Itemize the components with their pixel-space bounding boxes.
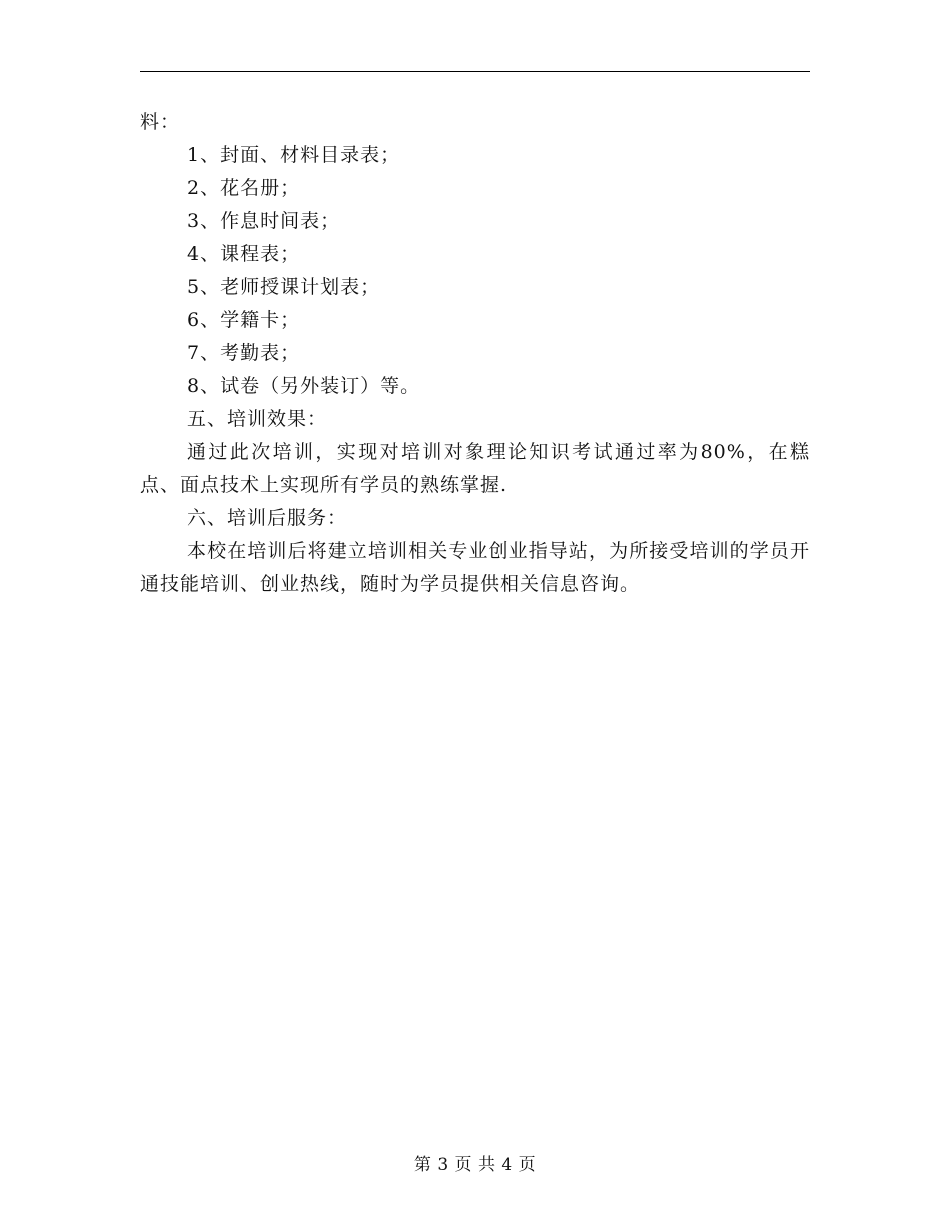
page-label-suffix: 页 [518,1155,537,1175]
paragraph-training-effect: 通过此次培训，实现对培训对象理论知识考试通过率为80%，在糕点、面点技术上实现所有学员的熟练掌握. [140,441,810,496]
page-label-prefix: 第 [413,1155,432,1175]
header-rule [140,71,810,72]
section-heading-training-effect: 五、培训效果： [187,408,328,430]
page-footer [0,1150,950,1180]
continuation-line: 料： [140,111,181,133]
list-item: 2、花名册； [187,177,301,199]
list-item: 6、学籍卡； [187,309,301,331]
list-item: 5、老师授课计划表； [187,276,381,298]
section-heading-post-training-service: 六、培训后服务： [187,507,348,529]
list-item: 1、封面、材料目录表； [187,144,401,166]
page-label-mid: 页 共 [454,1155,496,1175]
list-item: 8、试卷（另外装订）等。 [187,375,421,397]
document-body [140,106,810,601]
list-item: 3、作息时间表； [187,210,341,232]
current-page-number: 3 [437,1155,449,1175]
list-item: 4、课程表； [187,243,301,265]
list-item: 7、考勤表； [187,342,301,364]
total-pages-number: 4 [501,1155,513,1175]
paragraph-post-training-service: 本校在培训后将建立培训相关专业创业指导站，为所接受培训的学员开通技能培训、创业热线，随时为学员提供相关信息咨询。 [140,540,810,595]
